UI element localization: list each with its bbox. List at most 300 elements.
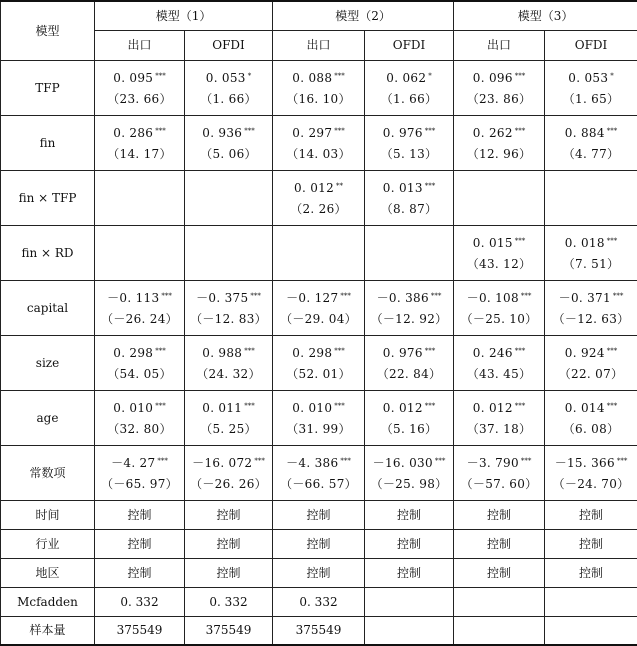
summary-cell: 控制 bbox=[95, 558, 185, 587]
summary-cell: 控制 bbox=[545, 529, 637, 558]
coef-cell-content bbox=[545, 281, 637, 334]
significance-stars: *** bbox=[431, 292, 442, 300]
t-statistic: （－12. 83） bbox=[185, 312, 272, 326]
coefficient-value: －15. 366 bbox=[555, 456, 615, 470]
summary-cell: 375549 bbox=[273, 616, 365, 645]
coef-cell bbox=[185, 335, 273, 390]
coef-cell bbox=[185, 280, 273, 335]
t-statistic: （－25. 10） bbox=[454, 312, 544, 326]
coef-cell-content bbox=[365, 116, 453, 169]
summary-row bbox=[1, 587, 637, 616]
summary-cell: 375549 bbox=[95, 616, 185, 645]
row-label: 样本量 bbox=[1, 616, 95, 645]
significance-stars: *** bbox=[515, 237, 526, 245]
row-label: age bbox=[1, 390, 95, 445]
coefficient-line bbox=[454, 234, 544, 250]
coef-cell-content bbox=[95, 446, 184, 499]
coef-cell-content bbox=[545, 116, 637, 169]
coef-cell bbox=[545, 390, 637, 445]
t-statistic: （－29. 04） bbox=[273, 312, 364, 326]
coef-cell bbox=[454, 115, 545, 170]
t-statistic: （－57. 60） bbox=[454, 477, 544, 491]
coefficient-line bbox=[273, 344, 364, 360]
subcol-header: OFDI bbox=[365, 30, 454, 60]
coef-cell bbox=[185, 170, 273, 225]
coefficient-line bbox=[545, 454, 637, 470]
summary-cell bbox=[365, 616, 454, 645]
significance-stars: *** bbox=[334, 347, 345, 355]
t-statistic: （1. 66） bbox=[365, 92, 453, 106]
coefficient-value: －0. 113 bbox=[107, 291, 159, 305]
coefficient-line bbox=[95, 124, 184, 140]
significance-stars: *** bbox=[617, 457, 628, 465]
t-statistic: （54. 05） bbox=[95, 367, 184, 381]
t-statistic: （37. 18） bbox=[454, 422, 544, 436]
coef-cell bbox=[185, 445, 273, 500]
coefficient-line bbox=[185, 289, 272, 305]
coefficient-line bbox=[545, 399, 637, 415]
summary-cell: 控制 bbox=[454, 529, 545, 558]
coef-cell bbox=[95, 60, 185, 115]
coef-cell bbox=[95, 170, 185, 225]
summary-cell: 控制 bbox=[185, 558, 273, 587]
coefficient-value: 0. 088 bbox=[292, 71, 332, 85]
coefficient-line bbox=[185, 238, 272, 254]
coefficient-line bbox=[454, 183, 544, 199]
coefficient-line bbox=[365, 69, 453, 85]
coef-cell-content bbox=[454, 171, 544, 224]
coefficient-line bbox=[273, 179, 364, 195]
t-statistic: （5. 16） bbox=[365, 422, 453, 436]
coefficient-value: 0. 010 bbox=[292, 401, 332, 415]
coef-cell bbox=[273, 225, 365, 280]
coefficient-value: 0. 298 bbox=[113, 346, 153, 360]
coef-cell bbox=[185, 390, 273, 445]
coefficient-line bbox=[545, 344, 637, 360]
significance-stars: *** bbox=[607, 347, 618, 355]
t-statistic: （24. 32） bbox=[185, 367, 272, 381]
significance-stars: *** bbox=[250, 292, 261, 300]
coefficient-value: －4. 27 bbox=[111, 456, 155, 470]
significance-stars: *** bbox=[334, 127, 345, 135]
significance-stars: *** bbox=[334, 402, 345, 410]
summary-cell bbox=[454, 616, 545, 645]
coefficient-value: 0. 015 bbox=[473, 236, 513, 250]
significance-stars: *** bbox=[157, 457, 168, 465]
coef-cell bbox=[454, 225, 545, 280]
t-statistic: （23. 86） bbox=[454, 92, 544, 106]
significance-stars: *** bbox=[515, 347, 526, 355]
coefficient-line bbox=[273, 454, 364, 470]
coefficient-value: －16. 072 bbox=[192, 456, 252, 470]
row-label: fin × RD bbox=[1, 225, 95, 280]
coefficient-line bbox=[365, 289, 453, 305]
coefficient-line bbox=[95, 289, 184, 305]
coef-cell bbox=[454, 390, 545, 445]
summary-cell: 375549 bbox=[185, 616, 273, 645]
coefficient-line bbox=[365, 344, 453, 360]
coef-cell bbox=[545, 60, 637, 115]
t-statistic: （22. 07） bbox=[545, 367, 637, 381]
summary-row bbox=[1, 529, 637, 558]
coef-cell-content bbox=[95, 281, 184, 334]
coefficient-value: 0. 262 bbox=[473, 126, 513, 140]
row-label: TFP bbox=[1, 60, 95, 115]
coefficient-line bbox=[365, 399, 453, 415]
coef-cell bbox=[95, 115, 185, 170]
row-label: 行业 bbox=[1, 529, 95, 558]
coef-cell-content bbox=[185, 336, 272, 389]
coefficient-value: 0. 936 bbox=[202, 126, 242, 140]
significance-stars: *** bbox=[334, 72, 345, 80]
coef-cell-content bbox=[273, 336, 364, 389]
row-label: 常数项 bbox=[1, 445, 95, 500]
significance-stars: *** bbox=[521, 292, 532, 300]
coefficient-value: 0. 062 bbox=[386, 71, 426, 85]
coef-cell-content bbox=[454, 391, 544, 444]
coef-row bbox=[1, 335, 637, 390]
coef-cell-content bbox=[365, 61, 453, 114]
row-label: fin × TFP bbox=[1, 170, 95, 225]
significance-stars: *** bbox=[254, 457, 265, 465]
t-statistic: （14. 03） bbox=[273, 147, 364, 161]
t-statistic: （6. 08） bbox=[545, 422, 637, 436]
significance-stars: *** bbox=[425, 347, 436, 355]
t-statistic: （5. 25） bbox=[185, 422, 272, 436]
significance-stars: * bbox=[610, 72, 614, 80]
coef-row bbox=[1, 225, 637, 280]
coefficient-line bbox=[185, 69, 272, 85]
significance-stars: *** bbox=[607, 127, 618, 135]
summary-cell: 控制 bbox=[454, 558, 545, 587]
coefficient-value: 0. 096 bbox=[473, 71, 513, 85]
row-label: Mcfadden bbox=[1, 587, 95, 616]
coef-cell-content bbox=[365, 171, 453, 224]
coefficient-value: 0. 053 bbox=[568, 71, 608, 85]
coefficient-line bbox=[95, 454, 184, 470]
subcol-header: 出口 bbox=[95, 30, 185, 60]
t-statistic: （32. 80） bbox=[95, 422, 184, 436]
coef-cell bbox=[545, 225, 637, 280]
coef-cell-content bbox=[273, 281, 364, 334]
coef-cell-content bbox=[95, 116, 184, 169]
summary-cell: 控制 bbox=[365, 529, 454, 558]
row-label: 地区 bbox=[1, 558, 95, 587]
coefficient-line bbox=[185, 399, 272, 415]
coefficient-line bbox=[454, 344, 544, 360]
coefficient-line bbox=[545, 124, 637, 140]
coefficient-line bbox=[273, 238, 364, 254]
t-statistic: （2. 26） bbox=[273, 202, 364, 216]
coef-cell-content bbox=[185, 171, 272, 224]
significance-stars: *** bbox=[244, 402, 255, 410]
t-statistic: （16. 10） bbox=[273, 92, 364, 106]
t-statistic: （22. 84） bbox=[365, 367, 453, 381]
summary-cell bbox=[545, 616, 637, 645]
t-statistic: （1. 65） bbox=[545, 92, 637, 106]
coef-cell-content bbox=[95, 226, 184, 279]
coef-cell-content bbox=[185, 226, 272, 279]
coef-cell-content bbox=[95, 391, 184, 444]
coefficient-line bbox=[95, 344, 184, 360]
coefficient-value: 0. 011 bbox=[202, 401, 242, 415]
coefficient-value: 0. 297 bbox=[292, 126, 332, 140]
coef-cell bbox=[273, 445, 365, 500]
coef-cell bbox=[365, 280, 454, 335]
header-model-3: 模型（3） bbox=[454, 1, 637, 30]
summary-row bbox=[1, 558, 637, 587]
coef-cell-content bbox=[545, 61, 637, 114]
coef-cell-content bbox=[545, 391, 637, 444]
significance-stars: * bbox=[248, 72, 252, 80]
summary-cell bbox=[365, 587, 454, 616]
t-statistic: （－12. 92） bbox=[365, 312, 453, 326]
header-model-2: 模型（2） bbox=[273, 1, 454, 30]
coefficient-value: －0. 127 bbox=[286, 291, 338, 305]
coef-cell-content bbox=[273, 116, 364, 169]
coefficient-value: －0. 386 bbox=[377, 291, 429, 305]
significance-stars: *** bbox=[155, 127, 166, 135]
coef-cell-content bbox=[454, 61, 544, 114]
coef-cell bbox=[454, 170, 545, 225]
coef-cell-content bbox=[454, 226, 544, 279]
coef-cell bbox=[273, 60, 365, 115]
coef-cell-content bbox=[365, 281, 453, 334]
coef-cell-content bbox=[273, 61, 364, 114]
coef-cell bbox=[273, 170, 365, 225]
summary-row bbox=[1, 500, 637, 529]
coef-cell-content bbox=[185, 391, 272, 444]
significance-stars: *** bbox=[340, 457, 351, 465]
coef-cell bbox=[365, 390, 454, 445]
coef-cell-content bbox=[545, 171, 637, 224]
coef-cell-content bbox=[454, 116, 544, 169]
t-statistic: （－26. 26） bbox=[185, 477, 272, 491]
t-statistic: （－26. 24） bbox=[95, 312, 184, 326]
significance-stars: *** bbox=[425, 402, 436, 410]
coef-cell-content bbox=[95, 171, 184, 224]
header-row-models bbox=[1, 1, 637, 30]
coefficient-line bbox=[454, 124, 544, 140]
t-statistic: （8. 87） bbox=[365, 202, 453, 216]
significance-stars: *** bbox=[155, 72, 166, 80]
coefficient-line bbox=[545, 289, 637, 305]
coefficient-line bbox=[95, 399, 184, 415]
coefficient-value: 0. 012 bbox=[383, 401, 423, 415]
coefficient-value: 0. 988 bbox=[202, 346, 242, 360]
coefficient-line bbox=[185, 344, 272, 360]
coefficient-line bbox=[185, 124, 272, 140]
significance-stars: *** bbox=[515, 72, 526, 80]
coefficient-value: 0. 095 bbox=[113, 71, 153, 85]
summary-cell: 控制 bbox=[273, 558, 365, 587]
coef-cell-content bbox=[185, 281, 272, 334]
coef-cell bbox=[545, 280, 637, 335]
coef-cell-content bbox=[545, 446, 637, 499]
coefficient-line bbox=[273, 289, 364, 305]
summary-cell: 控制 bbox=[365, 558, 454, 587]
coef-row bbox=[1, 115, 637, 170]
coef-cell bbox=[365, 445, 454, 500]
summary-cell: 控制 bbox=[185, 500, 273, 529]
coef-cell-content bbox=[365, 226, 453, 279]
coefficient-line bbox=[545, 183, 637, 199]
t-statistic: （1. 66） bbox=[185, 92, 272, 106]
coefficient-line bbox=[273, 399, 364, 415]
summary-cell bbox=[454, 587, 545, 616]
coefficient-value: 0. 246 bbox=[473, 346, 513, 360]
coef-cell bbox=[454, 280, 545, 335]
coef-cell-content bbox=[273, 226, 364, 279]
row-label: size bbox=[1, 335, 95, 390]
significance-stars: * bbox=[428, 72, 432, 80]
coefficient-line bbox=[454, 454, 544, 470]
significance-stars: *** bbox=[515, 127, 526, 135]
coef-row bbox=[1, 60, 637, 115]
significance-stars: *** bbox=[521, 457, 532, 465]
summary-row bbox=[1, 616, 637, 645]
coef-cell bbox=[365, 170, 454, 225]
coef-row bbox=[1, 445, 637, 500]
significance-stars: *** bbox=[155, 402, 166, 410]
coefficient-value: 0. 010 bbox=[113, 401, 153, 415]
coefficient-line bbox=[545, 69, 637, 85]
significance-stars: *** bbox=[435, 457, 446, 465]
coefficient-value: 0. 298 bbox=[292, 346, 332, 360]
header-model-1: 模型（1） bbox=[95, 1, 273, 30]
t-statistic: （23. 66） bbox=[95, 92, 184, 106]
coef-cell-content bbox=[545, 226, 637, 279]
t-statistic: （－66. 57） bbox=[273, 477, 364, 491]
row-label: 时间 bbox=[1, 500, 95, 529]
coefficient-line bbox=[365, 124, 453, 140]
coefficient-value: －4. 386 bbox=[286, 456, 338, 470]
coefficient-line bbox=[365, 238, 453, 254]
coefficient-value: 0. 286 bbox=[113, 126, 153, 140]
t-statistic: （－25. 98） bbox=[365, 477, 453, 491]
coefficient-line bbox=[185, 454, 272, 470]
coefficient-line bbox=[365, 454, 453, 470]
coef-cell-content bbox=[365, 336, 453, 389]
coefficient-value: －0. 371 bbox=[559, 291, 611, 305]
subcol-header: 出口 bbox=[273, 30, 365, 60]
summary-cell: 控制 bbox=[95, 500, 185, 529]
coefficient-line bbox=[273, 69, 364, 85]
coef-cell-content bbox=[454, 446, 544, 499]
t-statistic: （14. 17） bbox=[95, 147, 184, 161]
coef-cell bbox=[454, 445, 545, 500]
summary-cell: 控制 bbox=[185, 529, 273, 558]
summary-cell: 控制 bbox=[545, 500, 637, 529]
summary-cell: 控制 bbox=[454, 500, 545, 529]
significance-stars: ** bbox=[336, 182, 343, 190]
coef-cell bbox=[185, 225, 273, 280]
coefficient-value: 0. 884 bbox=[565, 126, 605, 140]
coef-cell bbox=[95, 390, 185, 445]
t-statistic: （12. 96） bbox=[454, 147, 544, 161]
coef-cell-content bbox=[273, 391, 364, 444]
row-label: capital bbox=[1, 280, 95, 335]
coef-cell bbox=[365, 115, 454, 170]
coef-cell bbox=[185, 60, 273, 115]
header-row-subcols bbox=[1, 30, 637, 60]
coefficient-value: 0. 924 bbox=[565, 346, 605, 360]
coef-cell-content bbox=[185, 116, 272, 169]
coef-cell bbox=[273, 280, 365, 335]
coefficient-line bbox=[454, 399, 544, 415]
coef-cell bbox=[545, 445, 637, 500]
coefficient-value: －3. 790 bbox=[467, 456, 519, 470]
coefficient-line bbox=[273, 124, 364, 140]
coefficient-value: 0. 014 bbox=[565, 401, 605, 415]
summary-cell: 0. 332 bbox=[95, 587, 185, 616]
coefficient-value: 0. 053 bbox=[206, 71, 246, 85]
coef-row bbox=[1, 280, 637, 335]
coef-cell bbox=[365, 225, 454, 280]
coefficient-line bbox=[95, 238, 184, 254]
subcol-header: OFDI bbox=[185, 30, 273, 60]
significance-stars: *** bbox=[425, 127, 436, 135]
coefficient-line bbox=[454, 69, 544, 85]
coefficient-value: 0. 018 bbox=[565, 236, 605, 250]
t-statistic: （43. 45） bbox=[454, 367, 544, 381]
coefficient-line bbox=[95, 69, 184, 85]
coefficient-line bbox=[545, 234, 637, 250]
coefficient-value: 0. 012 bbox=[473, 401, 513, 415]
t-statistic: （－24. 70） bbox=[545, 477, 637, 491]
coefficient-value: 0. 976 bbox=[383, 346, 423, 360]
summary-cell: 0. 332 bbox=[185, 587, 273, 616]
t-statistic: （31. 99） bbox=[273, 422, 364, 436]
row-label: fin bbox=[1, 115, 95, 170]
coef-cell bbox=[95, 445, 185, 500]
summary-cell: 控制 bbox=[273, 500, 365, 529]
coef-cell bbox=[545, 170, 637, 225]
significance-stars: *** bbox=[425, 182, 436, 190]
coef-cell bbox=[273, 335, 365, 390]
t-statistic: （43. 12） bbox=[454, 257, 544, 271]
summary-cell: 0. 332 bbox=[273, 587, 365, 616]
coefficient-line bbox=[95, 183, 184, 199]
coef-cell-content bbox=[454, 336, 544, 389]
coef-cell bbox=[273, 390, 365, 445]
coefficient-value: 0. 013 bbox=[383, 181, 423, 195]
t-statistic: （4. 77） bbox=[545, 147, 637, 161]
significance-stars: *** bbox=[340, 292, 351, 300]
t-statistic: （7. 51） bbox=[545, 257, 637, 271]
t-statistic: （5. 06） bbox=[185, 147, 272, 161]
significance-stars: *** bbox=[515, 402, 526, 410]
t-statistic: （－65. 97） bbox=[95, 477, 184, 491]
coef-cell bbox=[95, 280, 185, 335]
significance-stars: *** bbox=[607, 237, 618, 245]
coef-cell bbox=[454, 335, 545, 390]
coefficient-value: －16. 030 bbox=[373, 456, 433, 470]
header-model-label: 模型 bbox=[1, 1, 95, 60]
significance-stars: *** bbox=[244, 127, 255, 135]
significance-stars: *** bbox=[613, 292, 624, 300]
t-statistic: （－12. 63） bbox=[545, 312, 637, 326]
coef-cell bbox=[454, 60, 545, 115]
coefficient-value: －0. 375 bbox=[196, 291, 248, 305]
significance-stars: *** bbox=[244, 347, 255, 355]
subcol-header: OFDI bbox=[545, 30, 637, 60]
coef-cell bbox=[545, 115, 637, 170]
summary-cell: 控制 bbox=[273, 529, 365, 558]
significance-stars: *** bbox=[607, 402, 618, 410]
coef-cell bbox=[95, 335, 185, 390]
t-statistic: （52. 01） bbox=[273, 367, 364, 381]
